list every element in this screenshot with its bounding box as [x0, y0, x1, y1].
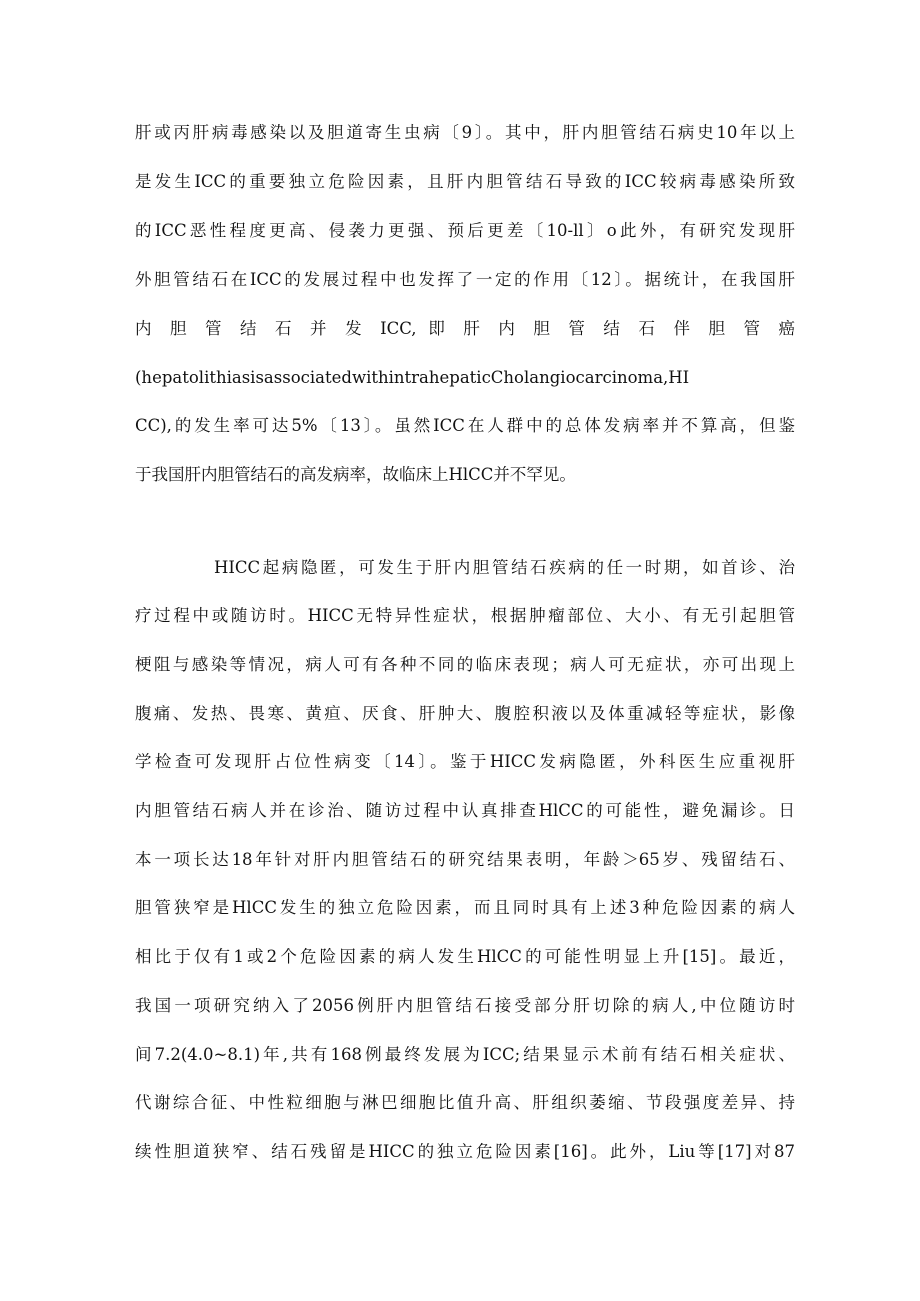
- paragraph-2-line-2: 疗过程中或随访时。HICC无特异性症状，根据肿瘤部位、大小、有无引起胆管: [135, 606, 795, 625]
- paragraph-2-line-9: 相比于仅有1或2个危险因素的病人发生HlCC的可能性明显上升[15]。最近，: [135, 947, 795, 966]
- paragraph-2-line-1: HICC起病隐匿，可发生于肝内胆管结石疾病的任一时期，如首诊、治: [214, 558, 795, 577]
- paragraph-1-line-4: 外胆管结石在ICC的发展过程中也发挥了一定的作用〔12〕。据统计，在我国肝: [135, 270, 795, 289]
- paragraph-2-line-13: 续性胆道狭窄、结石残留是HICC的独立危险因素[16]。此外，Liu等[17]对87: [135, 1142, 795, 1161]
- paragraph-2-line-8: 胆管狭窄是HlCC发生的独立危险因素，而且同时具有上述3种危险因素的病人: [135, 898, 795, 917]
- paragraph-2-line-12: 代谢综合征、中性粒细胞与淋巴细胞比值升高、肝组织萎缩、节段强度差异、持: [135, 1093, 795, 1112]
- paragraph-1-line-6: (hepatolithiasisassociatedwithintrahepaticCholangiocarcinoma,HI: [135, 368, 690, 387]
- paragraph-2-line-3: 梗阻与感染等情况，病人可有各种不同的临床表现；病人可无症状，亦可出现上: [135, 655, 795, 674]
- paragraph-2-line-7: 本一项长达18年针对肝内胆管结石的研究结果表明，年龄＞65岁、残留结石、: [135, 850, 795, 869]
- paragraph-1-line-2: 是发生ICC的重要独立危险因素，且肝内胆管结石导致的ICC较病毒感染所致: [135, 172, 795, 191]
- paragraph-2-line-10: 我国一项研究纳入了2056例肝内胆管结石接受部分肝切除的病人,中位随访时: [135, 996, 795, 1015]
- paragraph-1-line-5: 内 胆 管 结 石 并 发 ICC, 即 肝 内 胆 管 结 石 伴 胆 管 癌: [135, 319, 795, 338]
- paragraph-2-line-6: 内胆管结石病人并在诊治、随访过程中认真排查HlCC的可能性，避免漏诊。日: [135, 801, 795, 820]
- paragraph-2-line-4: 腹痛、发热、畏寒、黄疸、厌食、肝肿大、腹腔积液以及体重减轻等症状，影像: [135, 704, 795, 723]
- paragraph-1-line-8: 于我国肝内胆管结石的高发病率，故临床上HlCC并不罕见。: [135, 465, 576, 484]
- paragraph-1-line-7: CC),的发生率可达5%〔13〕。虽然ICC在人群中的总体发病率并不算高，但鉴: [135, 416, 795, 435]
- paragraph-2-line-11: 间7.2(4.0~8.1)年,共有168例最终发展为ICC;结果显示术前有结石相关症状、: [135, 1045, 795, 1064]
- paragraph-1-line-3: 的ICC恶性程度更高、侵袭力更强、预后更差〔10-ll〕o此外，有研究发现肝: [135, 221, 795, 240]
- paragraph-1-line-1: 肝或丙肝病毒感染以及胆道寄生虫病〔9〕。其中，肝内胆管结石病史10年以上: [135, 123, 795, 142]
- paragraph-2-line-5: 学检查可发现肝占位性病变〔14〕。鉴于HICC发病隐匿，外科医生应重视肝: [135, 752, 795, 771]
